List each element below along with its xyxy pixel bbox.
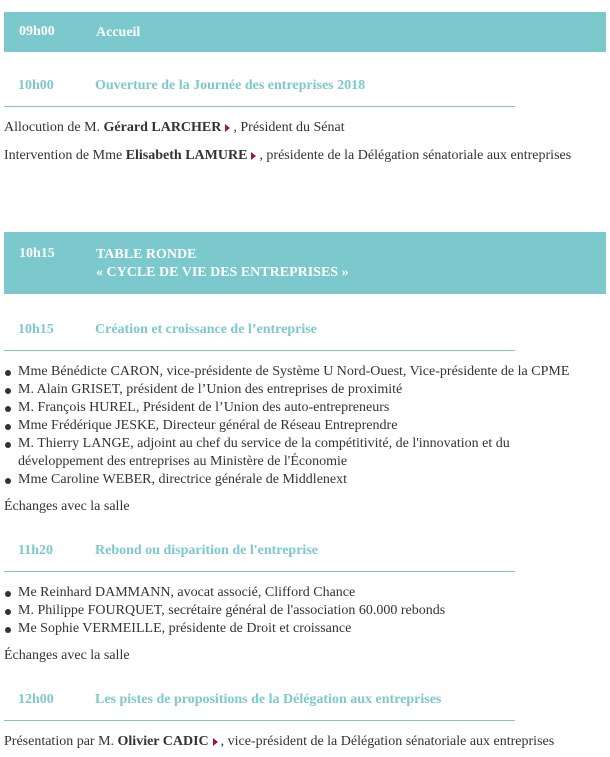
- band-label-line2: « CYCLE DE VIE DES ENTREPRISES »: [96, 265, 349, 280]
- speaker-name[interactable]: Elisabeth LAMURE: [125, 148, 248, 163]
- band-label: Accueil: [96, 25, 141, 40]
- speaker-role: , vice-président de la Délégation sénatoriale aux entreprises: [220, 734, 555, 749]
- session-time: 12h00: [18, 692, 54, 707]
- list-item: M. Alain GRISET, président de l’Union des entreprises de proximité: [4, 381, 604, 399]
- session-propositions: [4, 684, 515, 721]
- speaker-line-lamure: [4, 148, 571, 164]
- session-creation: [4, 314, 515, 351]
- speaker-line-cadic: [4, 734, 554, 750]
- arrow-link-icon[interactable]: [225, 124, 230, 132]
- session-rebond: [4, 535, 515, 572]
- arrow-link-icon[interactable]: [213, 738, 218, 746]
- speaker-name[interactable]: Gérard LARCHER: [103, 120, 222, 135]
- session-time: 11h20: [18, 543, 54, 558]
- list-item: Me Reinhard DAMMANN, avocat associé, Clifford Chance: [4, 584, 604, 602]
- session-title: Création et croissance de l’entreprise: [95, 322, 317, 337]
- schedule-band-table-ronde: [4, 232, 606, 294]
- speaker-prefix: Intervention de Mme: [4, 148, 126, 163]
- speaker-prefix: Présentation par M.: [4, 734, 118, 749]
- echanges-text: Échanges avec la salle: [4, 648, 130, 663]
- list-item: Mme Bénédicte CARON, vice-présidente de Système U Nord-Ouest, Vice-présidente de la CPME: [4, 363, 604, 381]
- speaker-role: , Président du Sénat: [233, 120, 345, 135]
- list-item: M. François HUREL, Président de l’Union des auto-entrepreneurs: [4, 399, 604, 417]
- band-label-line1: TABLE RONDE: [96, 247, 197, 262]
- echanges-text: Échanges avec la salle: [4, 499, 130, 514]
- speaker-name[interactable]: Olivier CADIC: [117, 734, 209, 749]
- list-item: M. Thierry LANGE, adjoint au chef du service de la compétitivité, de l'innovation et du développement des entreprises au Ministère de l'Économie: [4, 435, 528, 471]
- session-time: 10h00: [18, 78, 54, 93]
- list-item: Me Sophie VERMEILLE, présidente de Droit et croissance: [4, 620, 604, 638]
- session-title: Les pistes de propositions de la Délégation aux entreprises: [95, 692, 442, 707]
- arrow-link-icon[interactable]: [251, 152, 256, 160]
- speaker-line-larcher: [4, 120, 345, 136]
- speaker-prefix: Allocution de M.: [4, 120, 104, 135]
- band-time: 10h15: [19, 246, 55, 261]
- list-item: Mme Frédérique JESKE, Directeur général de Réseau Entreprendre: [4, 417, 604, 435]
- session-title: Ouverture de la Journée des entreprises 2018: [95, 78, 366, 93]
- session-ouverture: [4, 70, 515, 107]
- list-item: Mme Caroline WEBER, directrice générale de Middlenext: [4, 471, 604, 489]
- session-time: 10h15: [18, 322, 54, 337]
- list-item: M. Philippe FOURQUET, secrétaire général de l'association 60.000 rebonds: [4, 602, 604, 620]
- speaker-list-rebond: [4, 584, 604, 638]
- band-time: 09h00: [19, 24, 55, 39]
- speaker-list-creation: [4, 363, 604, 489]
- speaker-role: , présidente de la Délégation sénatoriale aux entreprises: [259, 148, 572, 163]
- session-title: Rebond ou disparition de l'entreprise: [95, 543, 318, 558]
- schedule-band-accueil: [4, 12, 606, 52]
